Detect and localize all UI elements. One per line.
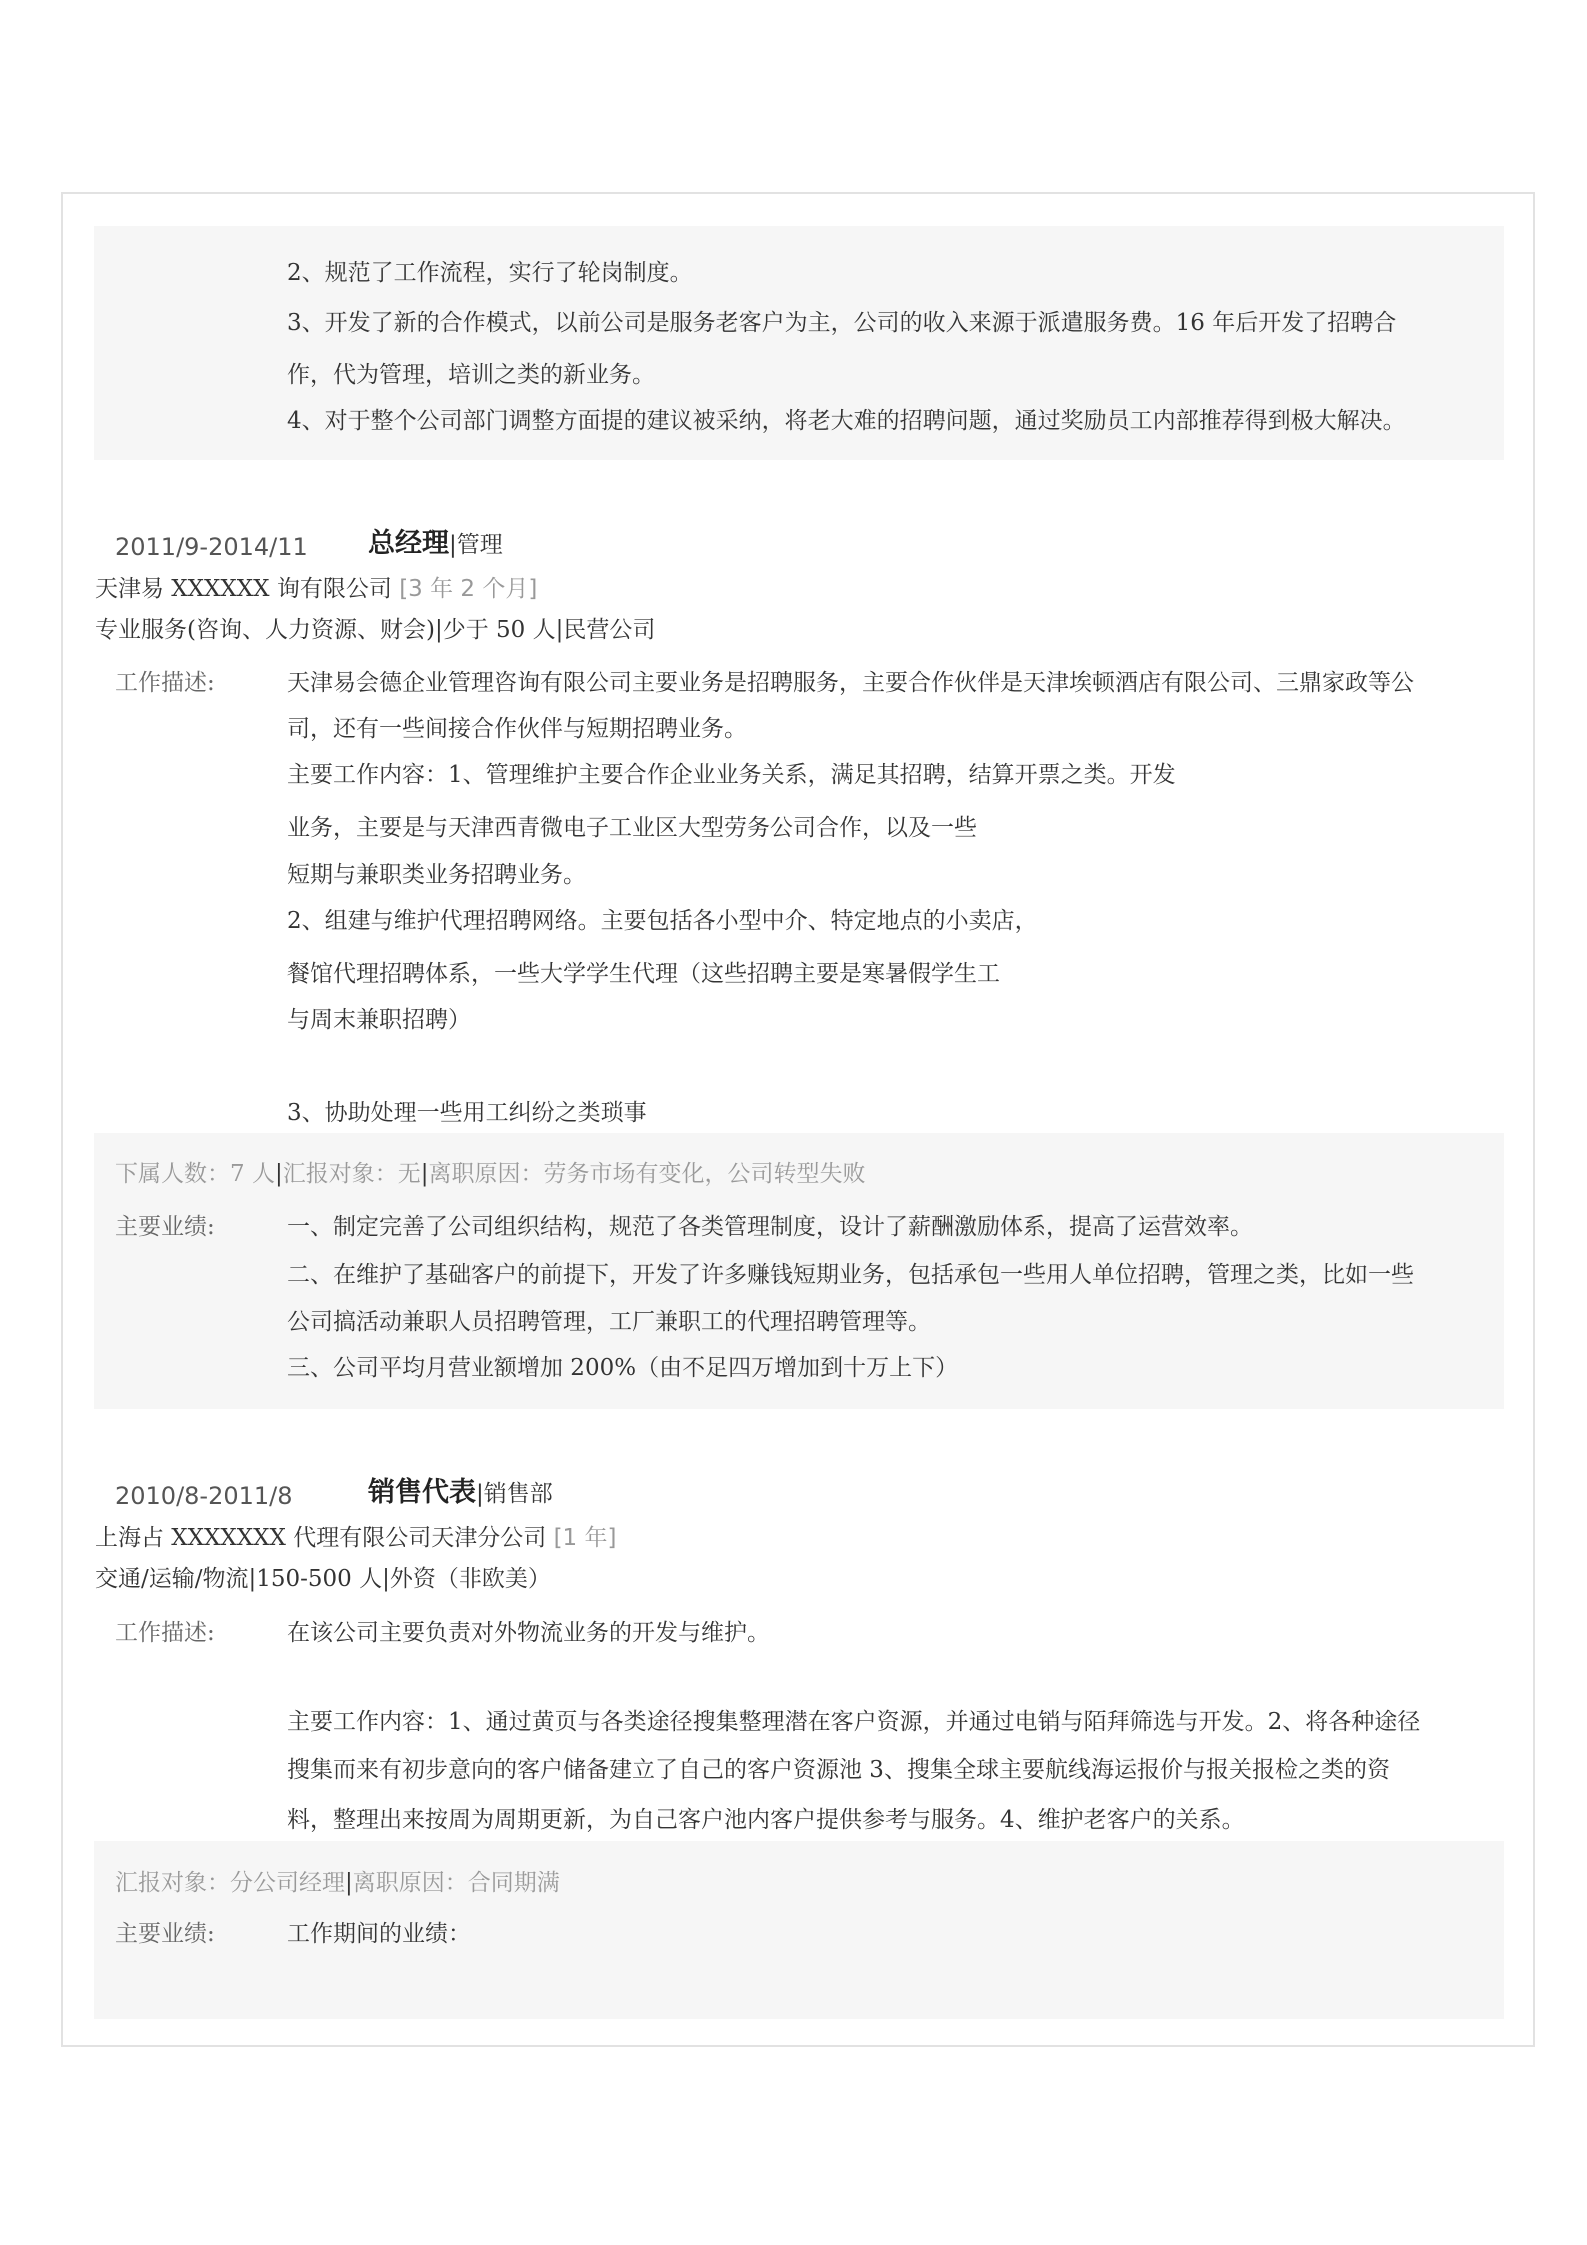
leave-reason: 离职原因：合同期满 <box>352 1870 560 1896</box>
desc-line: 在该公司主要负责对外物流业务的开发与维护。 <box>287 1620 770 1646</box>
separator: | <box>345 1870 353 1896</box>
achievement-line: 3、开发了新的合作模式，以前公司是服务老客户为主，公司的收入来源于派遣服务费。16 年后开发了招聘合 <box>287 310 1397 336</box>
desc-line: 3、协助处理一些用工纠纷之类琐事 <box>287 1100 647 1126</box>
job-period: 2011/9-2014/11 <box>115 533 308 561</box>
company-line <box>95 574 537 604</box>
meta-line <box>115 1159 865 1189</box>
company-line <box>95 1523 616 1553</box>
separator: | <box>476 1481 484 1507</box>
company-name: 上海占 XXXXXXX 代理有限公司天津分公司 <box>95 1525 547 1551</box>
desc-line: 业务，主要是与天津西青微电子工业区大型劳务公司合作，以及一些 <box>287 815 977 841</box>
desc-line: 短期与兼职类业务招聘业务。 <box>287 862 586 888</box>
leave-reason: 离职原因：劳务市场有变化，公司转型失败 <box>428 1161 866 1187</box>
perf-line: 一、制定完善了公司组织结构，规范了各类管理制度，设计了薪酬激励体系，提高了运营效率。 <box>287 1214 1253 1240</box>
company-name: 天津易 XXXXXX 询有限公司 <box>95 576 392 602</box>
job-duration: [1 年] <box>553 1525 617 1551</box>
report-to: 汇报对象：分公司经理 <box>115 1870 345 1896</box>
desc-line: 司，还有一些间接合作伙伴与短期招聘业务。 <box>287 716 747 742</box>
job-department: 管理 <box>456 532 503 558</box>
desc-line: 2、组建与维护代理招聘网络。主要包括各小型中介、特定地点的小卖店， <box>287 908 1038 934</box>
industry-line: 交通/运输/物流|150-500 人|外资（非欧美） <box>95 1566 551 1592</box>
job-period: 2010/8-2011/8 <box>115 1482 293 1510</box>
perf-label: 主要业绩: <box>115 1921 215 1947</box>
desc-line: 搜集而来有初步意向的客户储备建立了自己的客户资源池 3、搜集全球主要航线海运报价与报关报检之类的资 <box>287 1757 1390 1783</box>
industry-line: 专业服务(咨询、人力资源、财会)|少于 50 人|民营公司 <box>95 617 656 643</box>
perf-line: 工作期间的业绩： <box>287 1921 471 1947</box>
job-department: 销售部 <box>483 1481 553 1507</box>
separator: | <box>274 1161 283 1187</box>
subordinates: 下属人数：7 人 <box>115 1161 275 1187</box>
achievement-line: 作，代为管理，培训之类的新业务。 <box>287 362 655 388</box>
report-to: 汇报对象：无 <box>282 1161 421 1187</box>
achievement-line: 4、对于整个公司部门调整方面提的建议被采纳，将老大难的招聘问题，通过奖励员工内部推荐得到极大解决。 <box>287 408 1406 434</box>
desc-label: 工作描述: <box>115 670 215 696</box>
job-duration: [3 年 2 个月] <box>399 576 538 602</box>
job-title: 总经理 <box>368 528 449 559</box>
perf-label: 主要业绩: <box>115 1214 215 1240</box>
separator: | <box>420 1161 429 1187</box>
desc-line: 主要工作内容：1、管理维护主要合作企业业务关系，满足其招聘，结算开票之类。开发 <box>287 762 1176 788</box>
desc-line: 主要工作内容：1、通过黄页与各类途径搜集整理潜在客户资源，并通过电销与陌拜筛选与开发。2、将各种途径 <box>287 1709 1421 1735</box>
perf-line: 公司搞活动兼职人员招聘管理，工厂兼职工的代理招聘管理等。 <box>287 1309 931 1335</box>
perf-line: 三、公司平均月营业额增加 200%（由不足四万增加到十万上下） <box>287 1355 959 1381</box>
job-title-line <box>368 1478 553 1509</box>
meta-line <box>115 1868 560 1898</box>
desc-label: 工作描述: <box>115 1620 215 1646</box>
perf-line: 二、在维护了基础客户的前提下，开发了许多赚钱短期业务，包括承包一些用人单位招聘，管理之类，比如一些 <box>287 1262 1414 1288</box>
achievement-line: 2、规范了工作流程，实行了轮岗制度。 <box>287 260 693 286</box>
job-title: 销售代表 <box>368 1477 476 1508</box>
separator: | <box>449 532 457 558</box>
job-title-line <box>368 529 503 560</box>
desc-line: 天津易会德企业管理咨询有限公司主要业务是招聘服务，主要合作伙伴是天津埃顿酒店有限公司、三鼎家政等公 <box>287 670 1414 696</box>
desc-line: 料，整理出来按周为周期更新，为自己客户池内客户提供参考与服务。4、维护老客户的关系。 <box>287 1807 1245 1833</box>
desc-line: 餐馆代理招聘体系，一些大学学生代理（这些招聘主要是寒暑假学生工 <box>287 961 1000 987</box>
desc-line: 与周末兼职招聘） <box>287 1007 471 1033</box>
